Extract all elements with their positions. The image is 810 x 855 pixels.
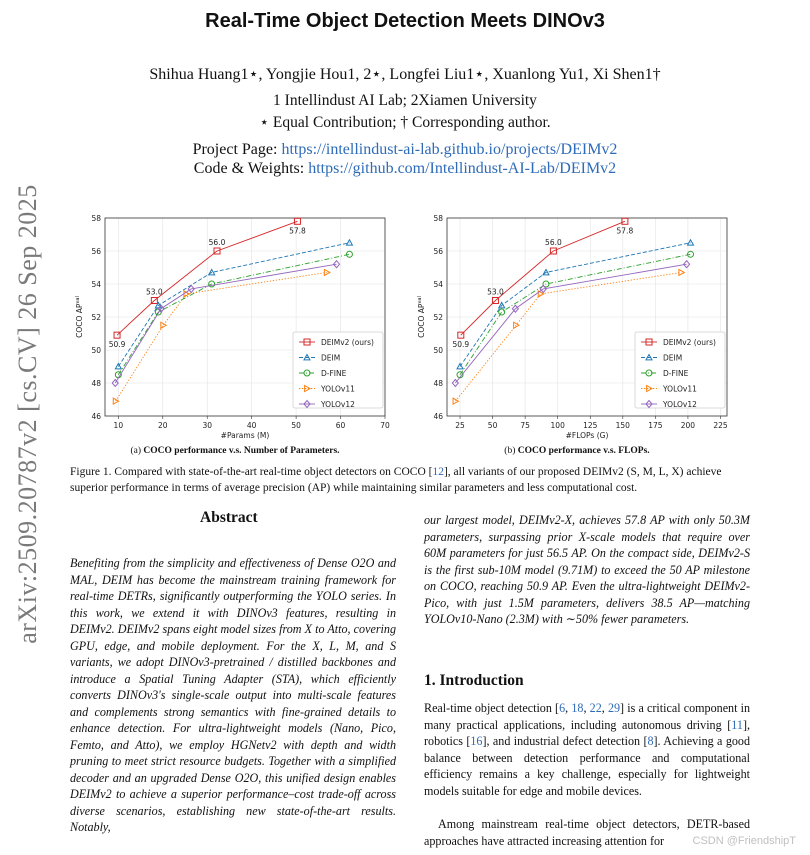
y-tick-label: 52 bbox=[433, 313, 443, 322]
legend-label: DEIM bbox=[663, 353, 683, 363]
citation-link[interactable]: 6 bbox=[559, 701, 566, 715]
subcaption-b-text: COCO performance v.s. FLOPs. bbox=[517, 446, 650, 456]
x-tick-label: 75 bbox=[520, 421, 530, 430]
contribution-note: ⋆ Equal Contribution; † Corresponding author. bbox=[259, 114, 551, 131]
legend-label: YOLOv11 bbox=[321, 384, 355, 394]
subcaption-a-prefix: (a) bbox=[130, 446, 142, 456]
citation-link[interactable]: 11 bbox=[731, 717, 743, 732]
subcaption-a-text: COCO performance v.s. Number of Parameters. bbox=[143, 446, 340, 456]
x-tick-label: 100 bbox=[550, 421, 565, 430]
legend-label: D-FINE bbox=[663, 368, 689, 378]
project-page-label: Project Page: bbox=[192, 141, 278, 158]
intro-paragraph-2: Among mainstream real-time object detectors, DETR-based approaches have attracted increasing attention for bbox=[424, 817, 750, 848]
y-tick-label: 56 bbox=[91, 247, 101, 256]
data-point bbox=[499, 309, 505, 315]
code-link[interactable]: https://github.com/Intellindust-AI-Lab/DEIMv2 bbox=[308, 160, 617, 177]
y-tick-label: 50 bbox=[91, 346, 101, 355]
project-page-line bbox=[0, 141, 810, 159]
data-label: 57.8 bbox=[616, 226, 634, 236]
citation-link[interactable]: 29 bbox=[607, 701, 621, 715]
legend-label: YOLOv12 bbox=[663, 399, 697, 409]
y-axis-label: COCO $AP^{val}$ bbox=[417, 296, 426, 338]
paper-title: Real-Time Object Detection Meets DINOv3 bbox=[205, 10, 605, 32]
legend-label: DEIM bbox=[321, 353, 341, 363]
y-axis-label: COCO $AP^{val}$ bbox=[75, 296, 84, 338]
x-tick-label: 25 bbox=[455, 421, 465, 430]
legend-label: YOLOv11 bbox=[663, 384, 697, 394]
legend-label: D-FINE bbox=[321, 368, 347, 378]
y-tick-label: 54 bbox=[433, 280, 443, 289]
legend-label: YOLOv12 bbox=[321, 399, 355, 409]
legend-label: DEIMv2 (ours) bbox=[663, 337, 716, 347]
citation-link[interactable]: 16 bbox=[470, 734, 483, 748]
x-tick-label: 125 bbox=[583, 421, 598, 430]
data-label: 50.9 bbox=[108, 340, 126, 350]
data-label: 53.0 bbox=[145, 287, 163, 297]
caption-label: Figure 1. bbox=[70, 466, 112, 478]
subcaption-b bbox=[412, 446, 742, 456]
x-tick-label: 40 bbox=[246, 421, 257, 430]
data-label: 53.0 bbox=[487, 287, 504, 297]
intro-heading: 1. Introduction bbox=[424, 672, 524, 689]
y-axis-label-superscript: val bbox=[417, 296, 423, 304]
citation-link[interactable]: 22 bbox=[589, 701, 602, 715]
y-tick-label: 58 bbox=[91, 214, 101, 223]
data-label: 56.0 bbox=[208, 238, 226, 247]
chart-params bbox=[70, 208, 400, 440]
abstract-text: Benefiting from the simplicity and effectiveness of Dense O2O and MAL, DEIM has become the mainstream training framework for real-time DETRs, significantly outperforming the YOLO series. In this work, we extend it with DINOv3 features, resulting in DEIMv2. DEIMv2 spans eight model sizes from X to Atto, covering GPU, edge, and mobile deployment. For the X, L, M, and S variants, we adopt DINOv3-pretrained / distilled backbones and introduce a Spatial Tuning Adapter (STA), which efficiently converts DINOv3's single-scale output into multi-scale features and complements strong semantics with fine-grained details to enhance detection. For ultra-lightweight models (Nano, Pico, Femto, and Atto), we employ HGNetv2 with depth and width pruning to meet strict resource budgets. Together with a simplified decoder and an upgraded Dense O2O, this unified design enables DEIMv2 to achieve a superior performance–cost trade-off across diverse scenarios, establishing new state-of-the-art results. Notably, bbox=[70, 556, 396, 834]
abstract-continued: our largest model, DEIMv2-X, achieves 57.8 AP with only 50.3M parameters, surpassing prior X-scale models that require over 60M parameters for just 56.5 AP. On the compact side, DEIMv2-S is the first sub-10M model (9.71M) to exceed the 50 AP milestone on COCO, reaching 50.9 AP. Even the ultra-lightweight DEIMv2-Pico, with just 1.5M parameters, delivers 38.5 AP—matching YOLOv10-Nano (2.3M) with ∼50% fewer parameters. bbox=[424, 513, 750, 626]
x-tick-label: 70 bbox=[380, 421, 390, 430]
y-axis-label-superscript: val bbox=[75, 296, 81, 304]
series-line bbox=[461, 221, 625, 335]
y-tick-label: 52 bbox=[91, 313, 101, 322]
data-point bbox=[679, 269, 684, 275]
data-point bbox=[688, 240, 694, 245]
data-label: 50.9 bbox=[452, 340, 470, 350]
data-label: 56.0 bbox=[545, 238, 562, 247]
subcaption-a bbox=[70, 446, 400, 456]
y-tick-label: 46 bbox=[433, 412, 443, 421]
affiliations: 1 Intellindust AI Lab; 2Xiamen University bbox=[273, 92, 537, 109]
x-tick-label: 175 bbox=[648, 421, 663, 430]
x-tick-label: 60 bbox=[335, 421, 346, 430]
x-tick-label: 50 bbox=[487, 421, 498, 430]
author-list: Shihua Huang1⋆, Yongjie Hou1, 2⋆, Longfei Liu1⋆, Xuanlong Yu1, Xi Shen1† bbox=[149, 66, 661, 83]
x-tick-label: 200 bbox=[680, 421, 696, 430]
x-axis-label: #Params (M) bbox=[220, 431, 270, 440]
y-tick-label: 48 bbox=[433, 379, 443, 388]
data-point bbox=[346, 240, 352, 245]
data-point bbox=[294, 218, 300, 224]
citation-link[interactable]: 8 bbox=[647, 734, 654, 748]
data-point bbox=[324, 269, 329, 275]
figure-caption: Figure 1. Compared with state-of-the-art real-time object detectors on COCO [12], all variants of our proposed DEIMv2 (S, M, L, X) achieve superior performance in terms of average precision (AP) while maintaining similar parameters and less computational cost. bbox=[70, 466, 722, 494]
x-axis-label: #FLOPs (G) bbox=[565, 431, 609, 440]
x-tick-label: 30 bbox=[202, 421, 212, 430]
x-tick-label: 225 bbox=[713, 421, 728, 430]
y-tick-label: 48 bbox=[91, 379, 101, 388]
code-label: Code & Weights: bbox=[193, 160, 305, 177]
y-tick-label: 58 bbox=[433, 214, 443, 223]
arxiv-id-sidebar: arXiv:2509.20787v2 [cs.CV] 26 Sep 2025 bbox=[13, 184, 42, 644]
project-page-link[interactable]: https://intellindust-ai-lab.github.io/projects/DEIMv2 bbox=[281, 141, 618, 158]
subcaption-b-prefix: (b) bbox=[504, 446, 516, 456]
x-tick-label: 20 bbox=[158, 421, 168, 430]
x-tick-label: 150 bbox=[615, 421, 630, 430]
citation-link[interactable]: 12 bbox=[432, 466, 444, 478]
legend-label: DEIMv2 (ours) bbox=[321, 337, 374, 347]
x-tick-label: 50 bbox=[291, 421, 301, 430]
y-tick-label: 54 bbox=[91, 280, 101, 289]
data-label: 57.8 bbox=[289, 226, 306, 236]
abstract-heading: Abstract bbox=[200, 509, 258, 526]
x-tick-label: 10 bbox=[113, 421, 124, 430]
citation-link[interactable]: 18 bbox=[571, 701, 584, 715]
y-tick-label: 50 bbox=[433, 346, 443, 355]
data-point bbox=[161, 322, 166, 328]
chart-flops bbox=[412, 208, 742, 440]
y-tick-label: 46 bbox=[91, 412, 101, 421]
intro-paragraph-1: Real-time object detection [6, 18, 22, 29] is a critical component in many practical applications, including autonomous driving [11], robotics [16], and industrial defect detection [8]. Achieving a good balance between detection performance and computational efficiency remains a key challenge, especially for lightweight models suitable for edge and mobile devices. bbox=[424, 701, 751, 798]
code-line bbox=[0, 160, 810, 178]
y-tick-label: 56 bbox=[433, 247, 443, 256]
watermark: CSDN @FriendshipT bbox=[692, 835, 796, 847]
